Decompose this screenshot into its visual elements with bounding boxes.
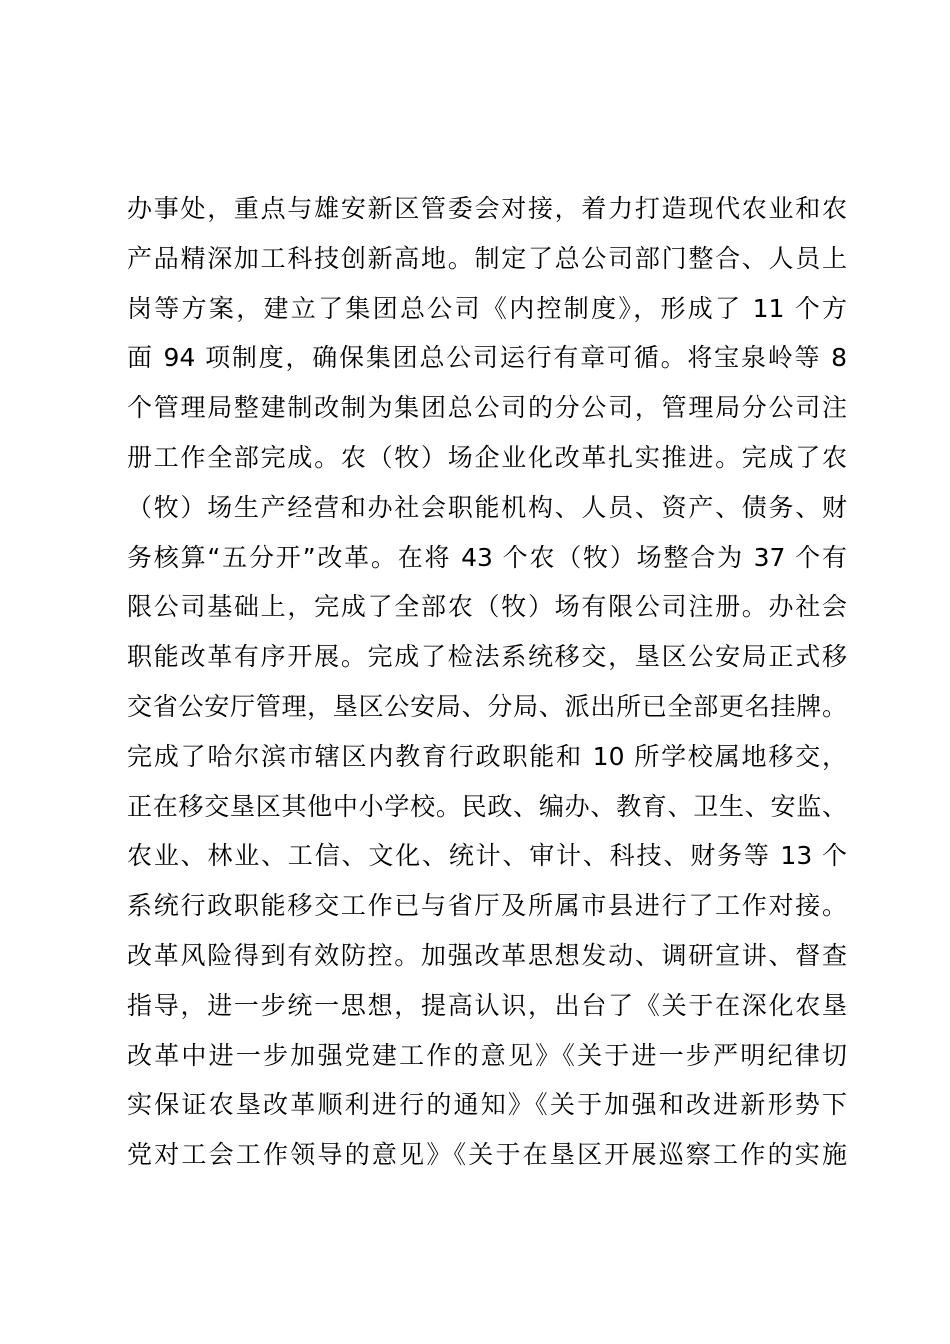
text-line: 系统行政职能移交工作已与省厅及所属市县进行了工作对接。 <box>127 891 847 921</box>
text-line: 交省公安厅管理，垦区公安局、分局、派出所已全部更名挂牌。 <box>127 691 847 721</box>
text-line: 限公司基础上，完成了全部农（牧）场有限公司注册。办社会 <box>127 592 847 622</box>
text-line: 产品精深加工科技创新高地。制定了总公司部门整合、人员上 <box>127 243 847 273</box>
text-line: 农业、林业、工信、文化、统计、审计、科技、财务等 13 个 <box>127 841 847 871</box>
text-line: 完成了哈尔滨市辖区内教育行政职能和 10 所学校属地移交， <box>127 741 847 771</box>
text-line: 办事处，重点与雄安新区管委会对接，着力打造现代农业和农 <box>127 194 847 223</box>
text-line: 岗等方案，建立了集团总公司《内控制度》，形成了 11 个方 <box>127 293 847 323</box>
text-line: 指导，进一步统一思想，提高认识，出台了《关于在深化农垦 <box>127 990 847 1020</box>
text-line: （牧）场生产经营和办社会职能机构、人员、资产、债务、财 <box>127 492 847 522</box>
text-line: 党对工会工作领导的意见》《关于在垦区开展巡察工作的实施 <box>127 1140 847 1170</box>
text-line: 改革风险得到有效防控。加强改革思想发动、调研宣讲、督查 <box>127 940 847 970</box>
text-line: 职能改革有序开展。完成了检法系统移交，垦区公安局正式移 <box>127 642 847 672</box>
text-line: 册工作全部完成。农（牧）场企业化改革扎实推进。完成了农 <box>127 442 847 472</box>
text-line: 改革中进一步加强党建工作的意见》《关于进一步严明纪律切 <box>127 1040 847 1070</box>
text-line: 正在移交垦区其他中小学校。民政、编办、教育、卫生、安监、 <box>127 791 847 821</box>
text-line: 实保证农垦改革顺利进行的通知》《关于加强和改进新形势下 <box>127 1090 847 1120</box>
body-text <box>127 184 847 1180</box>
text-line: 务核算“五分开”改革。在将 43 个农（牧）场整合为 37 个有 <box>127 542 847 572</box>
text-line: 面 94 项制度，确保集团总公司运行有章可循。将宝泉岭等 8 <box>127 343 847 373</box>
text-line: 个管理局整建制改制为集团总公司的分公司，管理局分公司注 <box>127 393 847 423</box>
